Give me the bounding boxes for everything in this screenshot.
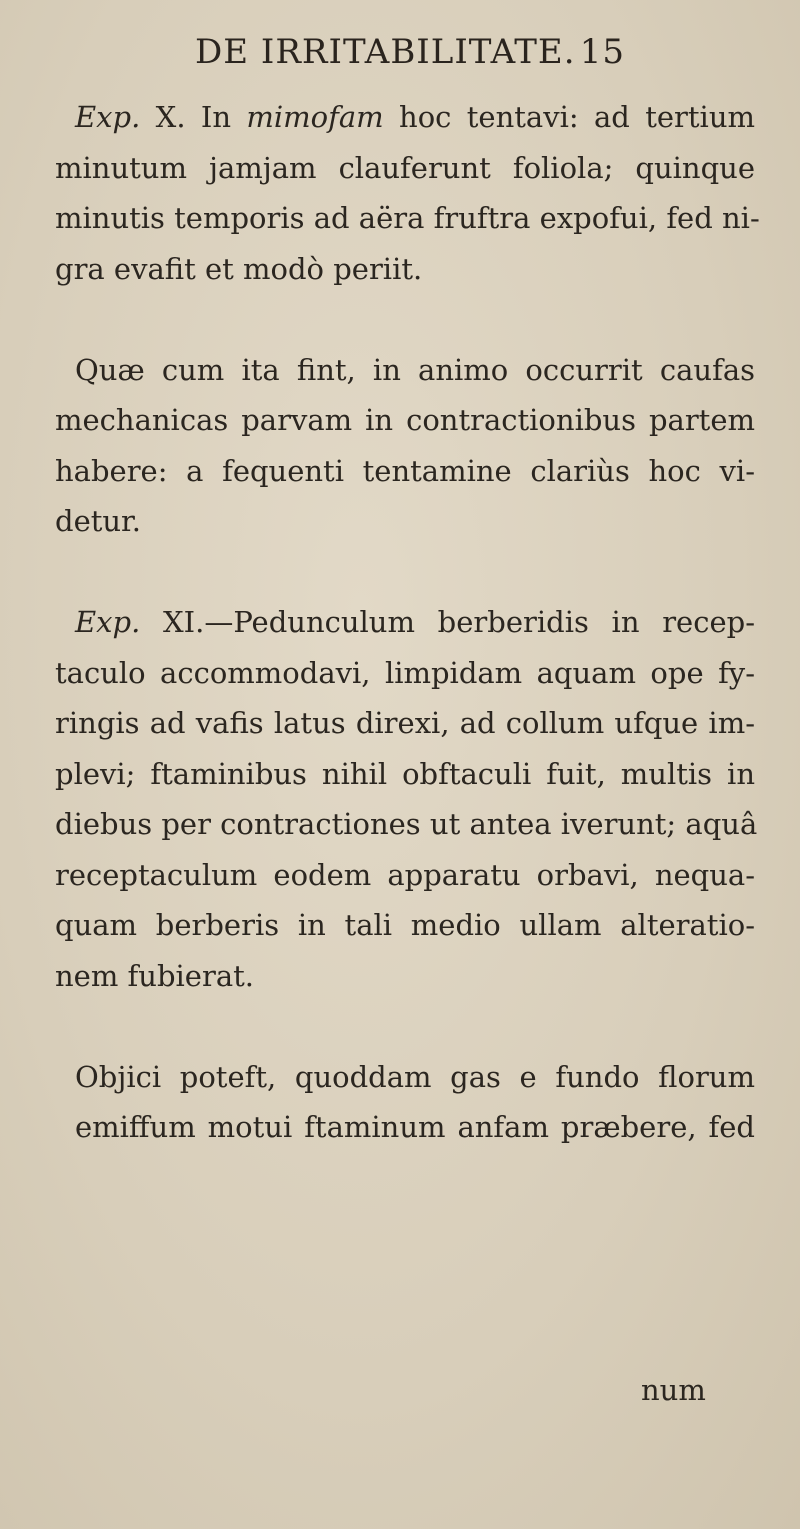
paragraph-exp-x: [55, 92, 760, 294]
text-line: quam berberis in tali medio ullam alteratio-: [55, 908, 755, 942]
text-line: nem fubierat.: [55, 958, 254, 993]
text-line: Objici poteft, quoddam gas e fundo florum: [75, 1059, 755, 1094]
text-line: gra evafit et modò periit.: [55, 251, 423, 286]
page-number: 15: [579, 32, 625, 72]
paragraph-exp-xi: [55, 597, 758, 1001]
paragraph-quae: [55, 345, 755, 547]
text-line: Exp. XI.—Pedunculum berberidis in recep-: [75, 605, 755, 639]
text-line: Exp. X. In mimofam hoc tentavi: ad tertium: [75, 100, 755, 134]
body-text: [55, 92, 760, 1153]
text-line: taculo accommodavi, limpidam aquam ope fy-: [55, 655, 755, 690]
catchword: num: [641, 1373, 706, 1407]
header-title: DE IRRITABILITATE.: [195, 32, 576, 72]
paragraph-objici: [55, 1052, 755, 1153]
text-line: minutis temporis ad aëra fruftra expofui, fed ni-: [55, 201, 760, 235]
text-line: plevi; ftaminibus nihil obftaculi fuit, multis in: [55, 756, 755, 791]
text-line: mechanicas parvam in contractionibus partem: [55, 403, 755, 437]
text-line: Quæ cum ita fint, in animo occurrit caufas: [75, 352, 755, 387]
text-line: minutum jamjam clauferunt foliola; quinque: [55, 150, 755, 185]
text-line: diebus per contractiones ut antea iverunt; aquâ: [55, 807, 758, 841]
text-line: detur.: [55, 504, 141, 538]
text-line: ringis ad vafis latus direxi, ad collum ufque im-: [55, 706, 755, 740]
text-line: emiffum motui ftaminum anfam præbere, fed: [75, 1110, 755, 1144]
running-header: [195, 32, 625, 72]
text-line: receptaculum eodem apparatu orbavi, nequa-: [55, 857, 755, 892]
text-line: habere: a fequenti tentamine clariùs hoc vi-: [55, 453, 755, 488]
